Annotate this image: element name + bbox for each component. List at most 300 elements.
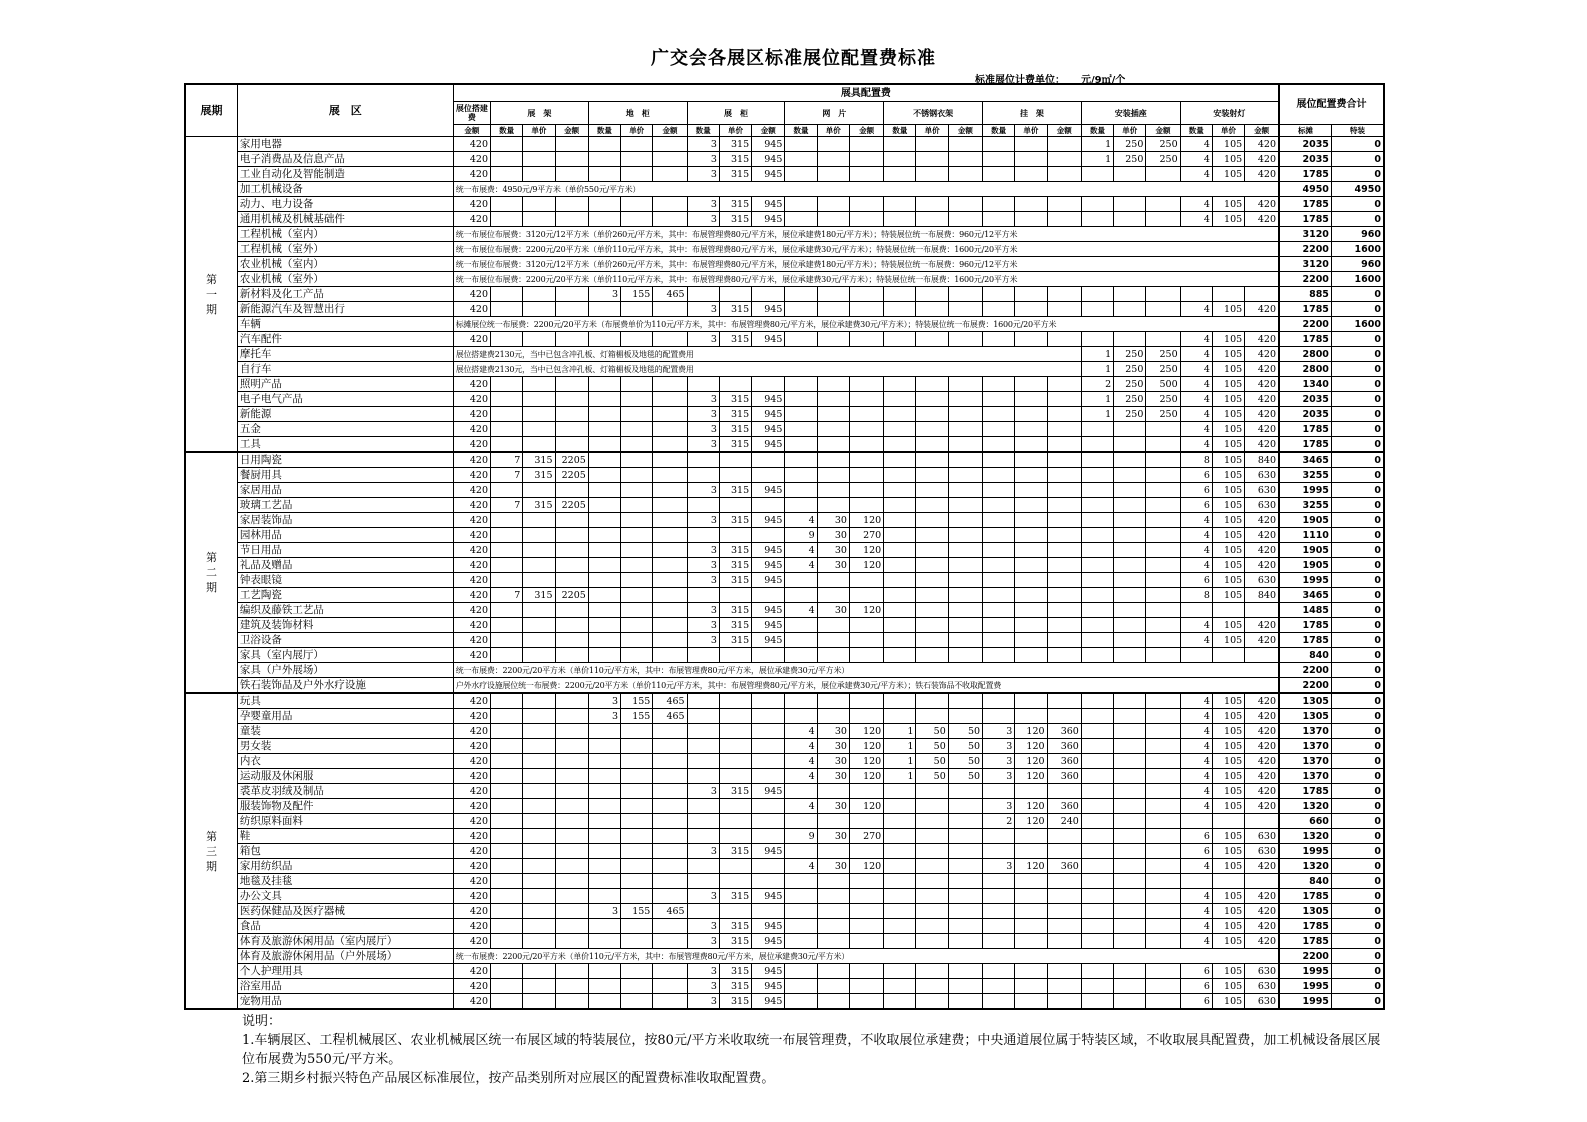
- total-standard: 1485: [1279, 603, 1331, 618]
- value-cell: [523, 137, 555, 152]
- value-cell: [1114, 543, 1146, 558]
- value-cell: 315: [719, 392, 751, 407]
- value-cell: [653, 332, 687, 347]
- value-cell: [653, 498, 687, 513]
- value-cell: [1015, 528, 1047, 543]
- value-cell: [1114, 889, 1146, 904]
- value-cell: [916, 994, 948, 1010]
- value-cell: 50: [916, 769, 948, 784]
- value-cell: [983, 573, 1015, 588]
- value-cell: [687, 904, 719, 919]
- value-cell: [983, 152, 1015, 167]
- value-cell: [653, 513, 687, 528]
- value-cell: [621, 829, 653, 844]
- table-row: [185, 709, 1384, 724]
- value-cell: [1114, 754, 1146, 769]
- table-row: [185, 513, 1384, 528]
- value-cell: [752, 693, 785, 709]
- value-cell: [555, 377, 588, 392]
- value-cell: 315: [719, 994, 751, 1010]
- total-standard: 1320: [1279, 829, 1331, 844]
- value-cell: [523, 573, 555, 588]
- value-cell: [523, 859, 555, 874]
- total-special: 4950: [1331, 182, 1384, 197]
- total-standard: 1905: [1279, 558, 1331, 573]
- value-cell: [1180, 814, 1212, 829]
- value-cell: 4: [785, 724, 817, 739]
- value-cell: [849, 167, 883, 182]
- value-cell: [1146, 287, 1180, 302]
- value-cell: [1146, 754, 1180, 769]
- value-cell: [588, 618, 620, 633]
- value-cell: [1114, 287, 1146, 302]
- value-cell: [849, 287, 883, 302]
- area-name: 体育及旅游休闲用品（户外展场）: [237, 949, 453, 964]
- value-cell: [884, 693, 916, 709]
- value-cell: [983, 633, 1015, 648]
- value-cell: [588, 633, 620, 648]
- value-cell: [948, 618, 982, 633]
- value-cell: 315: [719, 437, 751, 453]
- value-cell: [1015, 558, 1047, 573]
- value-cell: [719, 648, 751, 663]
- value-cell: [555, 437, 588, 453]
- total-special: 960: [1331, 257, 1384, 272]
- total-standard: 2200: [1279, 317, 1331, 332]
- value-cell: 155: [621, 287, 653, 302]
- total-standard: 1785: [1279, 784, 1331, 799]
- value-cell: 630: [1245, 498, 1279, 513]
- total-special: 0: [1331, 347, 1384, 362]
- value-cell: [555, 137, 588, 152]
- value-cell: [1081, 648, 1113, 663]
- value-cell: [884, 332, 916, 347]
- value-cell: [916, 829, 948, 844]
- value-cell: [491, 784, 523, 799]
- value-cell: [1015, 709, 1047, 724]
- total-special: 0: [1331, 709, 1384, 724]
- area-name: 农业机械（室外）: [237, 272, 453, 287]
- value-cell: 4: [1180, 377, 1212, 392]
- value-cell: [849, 889, 883, 904]
- value-cell: 945: [752, 137, 785, 152]
- value-cell: [1114, 452, 1146, 468]
- value-cell: [1015, 197, 1047, 212]
- value-cell: 3: [687, 784, 719, 799]
- value-cell: 420: [453, 212, 490, 227]
- value-cell: 420: [453, 904, 490, 919]
- value-cell: [1114, 573, 1146, 588]
- value-cell: 1: [884, 724, 916, 739]
- header-group-clothes-rack: 不锈钢衣架: [884, 102, 983, 125]
- total-special: 0: [1331, 483, 1384, 498]
- value-cell: [687, 754, 719, 769]
- value-cell: [491, 979, 523, 994]
- value-cell: [555, 633, 588, 648]
- value-cell: 420: [1245, 362, 1279, 377]
- value-cell: 30: [817, 543, 849, 558]
- value-cell: [1114, 422, 1146, 437]
- value-cell: [1114, 859, 1146, 874]
- value-cell: [1081, 528, 1113, 543]
- value-cell: [523, 332, 555, 347]
- value-cell: 120: [849, 543, 883, 558]
- subheader-qty: 数量: [1081, 125, 1113, 137]
- area-name: 医药保健品及医疗器械: [237, 904, 453, 919]
- value-cell: [983, 468, 1015, 483]
- value-cell: [621, 302, 653, 317]
- value-cell: 420: [453, 603, 490, 618]
- value-cell: [1146, 588, 1180, 603]
- value-cell: 360: [1047, 724, 1081, 739]
- value-cell: [1146, 874, 1180, 889]
- table-row: [185, 167, 1384, 182]
- area-name: 节日用品: [237, 543, 453, 558]
- value-cell: 4: [785, 799, 817, 814]
- total-standard: 2035: [1279, 392, 1331, 407]
- value-cell: 315: [719, 633, 751, 648]
- value-cell: [621, 633, 653, 648]
- value-cell: [849, 392, 883, 407]
- area-name: 照明产品: [237, 377, 453, 392]
- value-cell: [1180, 648, 1212, 663]
- value-cell: [1081, 437, 1113, 453]
- value-cell: 315: [719, 152, 751, 167]
- value-cell: [1047, 874, 1081, 889]
- value-cell: 2: [1081, 377, 1113, 392]
- value-cell: [1245, 648, 1279, 663]
- value-cell: [1146, 302, 1180, 317]
- value-cell: [785, 919, 817, 934]
- total-special: 0: [1331, 528, 1384, 543]
- value-cell: 105: [1212, 889, 1244, 904]
- header-phase: 展期: [185, 84, 237, 137]
- value-cell: [1047, 904, 1081, 919]
- value-cell: 4: [1180, 724, 1212, 739]
- value-cell: 315: [719, 302, 751, 317]
- value-cell: [1015, 844, 1047, 859]
- subheader-price: 单价: [817, 125, 849, 137]
- value-cell: 7: [491, 468, 523, 483]
- value-cell: 945: [752, 392, 785, 407]
- value-cell: [1047, 437, 1081, 453]
- value-cell: [523, 709, 555, 724]
- value-cell: [1015, 332, 1047, 347]
- value-cell: 3: [687, 543, 719, 558]
- value-cell: [1047, 332, 1081, 347]
- value-cell: 500: [1146, 377, 1180, 392]
- value-cell: [948, 483, 982, 498]
- value-cell: [1114, 513, 1146, 528]
- value-cell: [653, 152, 687, 167]
- value-cell: 105: [1212, 407, 1244, 422]
- value-cell: [983, 498, 1015, 513]
- value-cell: 465: [653, 709, 687, 724]
- value-cell: 4: [1180, 197, 1212, 212]
- value-cell: [983, 452, 1015, 468]
- value-cell: 945: [752, 422, 785, 437]
- value-cell: [849, 422, 883, 437]
- value-cell: 30: [817, 769, 849, 784]
- value-cell: 4: [785, 859, 817, 874]
- value-cell: [621, 964, 653, 979]
- value-cell: [555, 422, 588, 437]
- value-cell: [849, 483, 883, 498]
- value-cell: [752, 452, 785, 468]
- value-cell: [555, 889, 588, 904]
- value-cell: 120: [849, 859, 883, 874]
- value-cell: [653, 468, 687, 483]
- table-row: [185, 618, 1384, 633]
- value-cell: [687, 859, 719, 874]
- value-cell: [916, 543, 948, 558]
- value-cell: [817, 784, 849, 799]
- value-cell: 420: [453, 859, 490, 874]
- value-cell: [1047, 167, 1081, 182]
- value-cell: 105: [1212, 844, 1244, 859]
- notes: [242, 1012, 1382, 1088]
- value-cell: [523, 919, 555, 934]
- value-cell: 420: [1245, 332, 1279, 347]
- value-cell: [916, 904, 948, 919]
- value-cell: [621, 979, 653, 994]
- value-cell: 360: [1047, 769, 1081, 784]
- value-cell: [491, 437, 523, 453]
- value-cell: [523, 392, 555, 407]
- row-note: 展位搭建费2130元，当中已包含冲孔板、灯箱楣板及地毯的配置费用: [453, 362, 1081, 377]
- value-cell: [1245, 874, 1279, 889]
- value-cell: [588, 814, 620, 829]
- value-cell: 4: [1180, 754, 1212, 769]
- value-cell: 630: [1245, 964, 1279, 979]
- subheader-amount: 金额: [653, 125, 687, 137]
- value-cell: [621, 167, 653, 182]
- subheader-price: 单价: [1212, 125, 1244, 137]
- value-cell: 105: [1212, 347, 1244, 362]
- row-note: 统一布展位布展费：2200元/20平方米（单价110元/平方米，其中：布展管理费80元/平方米，展位承建费30元/平方米）；特装展位统一布展费：1600元/20平方米: [453, 272, 1279, 287]
- value-cell: [555, 543, 588, 558]
- value-cell: 120: [849, 603, 883, 618]
- value-cell: 6: [1180, 979, 1212, 994]
- total-standard: 1785: [1279, 212, 1331, 227]
- value-cell: [1047, 452, 1081, 468]
- value-cell: [491, 483, 523, 498]
- value-cell: [884, 302, 916, 317]
- value-cell: [588, 844, 620, 859]
- value-cell: 420: [453, 483, 490, 498]
- value-cell: 1: [884, 739, 916, 754]
- total-special: 0: [1331, 739, 1384, 754]
- total-standard: 3255: [1279, 498, 1331, 513]
- total-special: 0: [1331, 332, 1384, 347]
- value-cell: [1114, 844, 1146, 859]
- value-cell: 3: [687, 422, 719, 437]
- value-cell: 105: [1212, 558, 1244, 573]
- value-cell: 105: [1212, 302, 1244, 317]
- value-cell: [1114, 197, 1146, 212]
- value-cell: [849, 844, 883, 859]
- value-cell: [523, 483, 555, 498]
- value-cell: 420: [453, 498, 490, 513]
- total-special: 0: [1331, 904, 1384, 919]
- value-cell: [1015, 979, 1047, 994]
- value-cell: [523, 528, 555, 543]
- value-cell: [1114, 919, 1146, 934]
- total-special: 0: [1331, 784, 1384, 799]
- value-cell: [1245, 603, 1279, 618]
- value-cell: [785, 934, 817, 949]
- value-cell: 105: [1212, 573, 1244, 588]
- value-cell: 945: [752, 152, 785, 167]
- value-cell: [1081, 934, 1113, 949]
- value-cell: 630: [1245, 483, 1279, 498]
- value-cell: [983, 693, 1015, 709]
- value-cell: [719, 739, 751, 754]
- value-cell: [849, 994, 883, 1010]
- value-cell: [1146, 498, 1180, 513]
- value-cell: 120: [1015, 754, 1047, 769]
- table-row: [185, 648, 1384, 663]
- value-cell: [1047, 407, 1081, 422]
- value-cell: [1081, 814, 1113, 829]
- value-cell: [491, 769, 523, 784]
- value-cell: [491, 513, 523, 528]
- value-cell: [621, 799, 653, 814]
- value-cell: [1015, 422, 1047, 437]
- value-cell: [817, 889, 849, 904]
- value-cell: [983, 558, 1015, 573]
- area-name: 裘革皮羽绒及制品: [237, 784, 453, 799]
- value-cell: [621, 889, 653, 904]
- value-cell: [785, 287, 817, 302]
- value-cell: [555, 964, 588, 979]
- value-cell: [817, 618, 849, 633]
- value-cell: 1: [1081, 137, 1113, 152]
- value-cell: 1: [1081, 407, 1113, 422]
- value-cell: [948, 844, 982, 859]
- value-cell: 4: [1180, 543, 1212, 558]
- value-cell: [785, 483, 817, 498]
- value-cell: [1081, 212, 1113, 227]
- value-cell: [752, 904, 785, 919]
- table-row: [185, 302, 1384, 317]
- value-cell: [884, 979, 916, 994]
- value-cell: [1081, 754, 1113, 769]
- area-name: 男女装: [237, 739, 453, 754]
- table-row: [185, 904, 1384, 919]
- value-cell: [983, 287, 1015, 302]
- value-cell: 315: [719, 844, 751, 859]
- value-cell: [817, 167, 849, 182]
- subheader-amount: 金额: [555, 125, 588, 137]
- value-cell: 3: [588, 693, 620, 709]
- total-special: 0: [1331, 693, 1384, 709]
- value-cell: [983, 964, 1015, 979]
- value-cell: [687, 769, 719, 784]
- value-cell: [491, 603, 523, 618]
- value-cell: [1180, 603, 1212, 618]
- value-cell: [555, 754, 588, 769]
- value-cell: 105: [1212, 799, 1244, 814]
- value-cell: 2205: [555, 588, 588, 603]
- value-cell: 4: [1180, 558, 1212, 573]
- value-cell: [555, 407, 588, 422]
- value-cell: [1146, 452, 1180, 468]
- header-group-hanger: 挂 架: [983, 102, 1082, 125]
- value-cell: [916, 588, 948, 603]
- value-cell: 315: [719, 934, 751, 949]
- value-cell: 105: [1212, 498, 1244, 513]
- value-cell: [948, 919, 982, 934]
- value-cell: [1146, 994, 1180, 1010]
- total-standard: 1340: [1279, 377, 1331, 392]
- value-cell: [1015, 483, 1047, 498]
- value-cell: 3: [687, 919, 719, 934]
- value-cell: [491, 633, 523, 648]
- value-cell: [719, 452, 751, 468]
- area-name: 家用电器: [237, 137, 453, 152]
- value-cell: [916, 784, 948, 799]
- value-cell: [555, 167, 588, 182]
- value-cell: [653, 452, 687, 468]
- value-cell: [1047, 212, 1081, 227]
- value-cell: [1114, 618, 1146, 633]
- value-cell: [1146, 543, 1180, 558]
- value-cell: [817, 904, 849, 919]
- value-cell: [849, 468, 883, 483]
- value-cell: [752, 874, 785, 889]
- value-cell: [588, 468, 620, 483]
- total-standard: 1785: [1279, 934, 1331, 949]
- value-cell: [491, 829, 523, 844]
- value-cell: [653, 392, 687, 407]
- value-cell: [588, 452, 620, 468]
- value-cell: 2205: [555, 498, 588, 513]
- value-cell: [1015, 784, 1047, 799]
- value-cell: 315: [719, 513, 751, 528]
- value-cell: [523, 558, 555, 573]
- value-cell: [1114, 874, 1146, 889]
- value-cell: [1114, 964, 1146, 979]
- value-cell: [884, 513, 916, 528]
- value-cell: [653, 483, 687, 498]
- value-cell: [555, 332, 588, 347]
- value-cell: [983, 588, 1015, 603]
- value-cell: [491, 724, 523, 739]
- value-cell: [1047, 498, 1081, 513]
- value-cell: 315: [719, 167, 751, 182]
- header-group-socket: 安装插座: [1081, 102, 1180, 125]
- total-standard: 1370: [1279, 724, 1331, 739]
- value-cell: 840: [1245, 452, 1279, 468]
- value-cell: 155: [621, 904, 653, 919]
- value-cell: 315: [523, 498, 555, 513]
- value-cell: [1146, 784, 1180, 799]
- value-cell: [555, 513, 588, 528]
- area-name: 餐厨用具: [237, 468, 453, 483]
- table-row: [185, 452, 1384, 468]
- value-cell: 6: [1180, 964, 1212, 979]
- subheader-qty: 数量: [884, 125, 916, 137]
- value-cell: 4: [785, 513, 817, 528]
- value-cell: [1081, 859, 1113, 874]
- value-cell: [948, 693, 982, 709]
- value-cell: [1047, 979, 1081, 994]
- value-cell: [555, 483, 588, 498]
- value-cell: 6: [1180, 498, 1212, 513]
- table-row: [185, 407, 1384, 422]
- area-name: 钟表眼镜: [237, 573, 453, 588]
